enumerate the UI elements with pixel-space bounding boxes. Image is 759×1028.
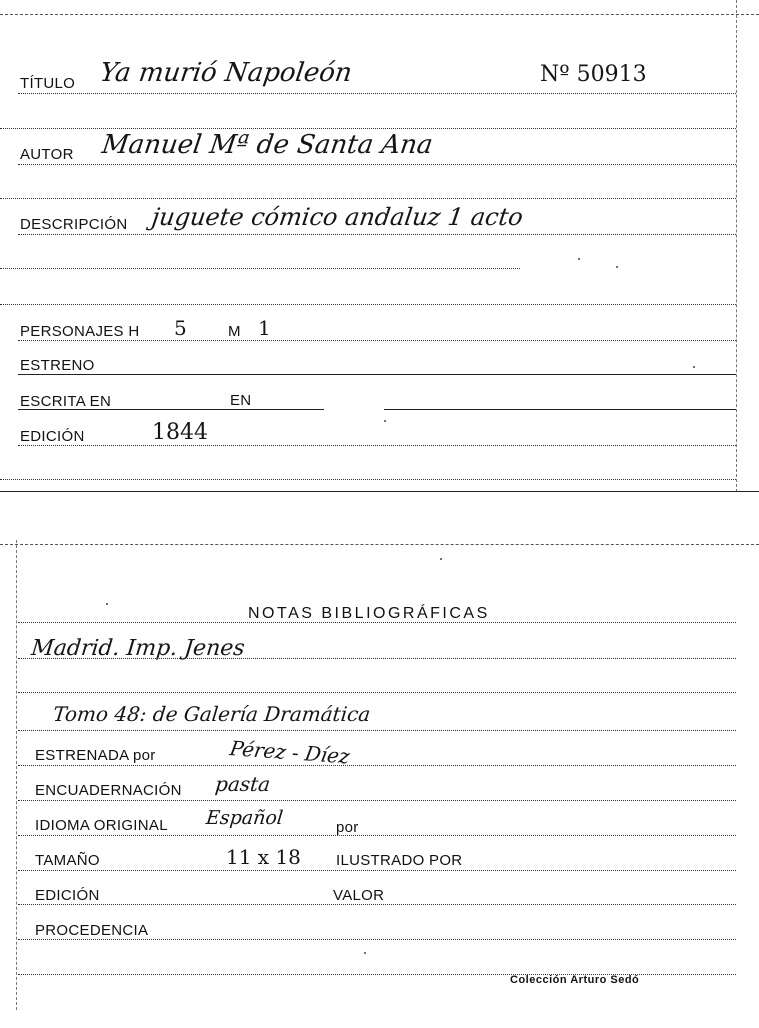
card-top-edge bbox=[0, 14, 759, 15]
ink-speck bbox=[578, 258, 580, 260]
description-label: DESCRIPCIÓN bbox=[20, 216, 128, 233]
notes-line-2: Tomo 48: de Galería Dramática bbox=[52, 702, 372, 726]
edition-rule-2 bbox=[18, 904, 736, 905]
author-rule bbox=[18, 164, 736, 165]
ink-speck bbox=[693, 366, 695, 368]
catalog-card-main bbox=[0, 0, 759, 492]
blank-rule bbox=[0, 128, 736, 129]
original-language-value: Español bbox=[205, 807, 285, 829]
collection-credit: Colección Arturo Sedó bbox=[510, 974, 640, 986]
edition-value: 1844 bbox=[152, 420, 208, 445]
size-value: 11 x 18 bbox=[226, 845, 301, 869]
characters-women-label: M bbox=[228, 323, 241, 340]
title-value: Ya murió Napoleón bbox=[98, 58, 354, 88]
edition-label-2: EDICIÓN bbox=[35, 887, 100, 904]
size-label: TAMAÑO bbox=[35, 852, 100, 869]
edition-rule bbox=[18, 445, 736, 446]
characters-rule bbox=[18, 340, 736, 341]
binding-value: pasta bbox=[214, 772, 272, 796]
premiered-by-value: Pérez - Díez bbox=[228, 736, 352, 769]
ink-speck bbox=[384, 420, 386, 422]
bibliographic-notes-heading: NOTAS BIBLIOGRÁFICAS bbox=[248, 605, 490, 622]
blank-rule bbox=[0, 479, 736, 480]
ink-speck bbox=[616, 266, 618, 268]
written-in-rule bbox=[18, 409, 324, 410]
provenance-label: PROCEDENCIA bbox=[35, 922, 149, 939]
language-by-label: por bbox=[336, 819, 359, 836]
written-in-rule-right bbox=[384, 409, 736, 410]
premiere-label: ESTRENO bbox=[20, 357, 95, 374]
written-en-label: EN bbox=[230, 392, 252, 409]
premiered-by-label: ESTRENADA por bbox=[35, 747, 156, 764]
language-rule bbox=[18, 835, 736, 836]
written-in-label: ESCRITA EN bbox=[20, 393, 112, 410]
ink-speck bbox=[440, 558, 442, 560]
characters-label: PERSONAJES H bbox=[20, 323, 140, 340]
blank-rule bbox=[0, 198, 736, 199]
characters-women-value: 1 bbox=[258, 316, 271, 340]
ink-speck bbox=[106, 603, 108, 605]
size-rule bbox=[18, 870, 736, 871]
illustrated-by-label: ILUSTRADO POR bbox=[336, 852, 463, 869]
blank-rule bbox=[0, 268, 520, 269]
card-separator bbox=[0, 491, 759, 492]
premiered-rule bbox=[18, 765, 736, 766]
author-value: Manuel Mª de Santa Ana bbox=[100, 130, 435, 160]
card-right-edge bbox=[736, 0, 737, 492]
notes-rule-1 bbox=[18, 658, 736, 659]
description-value: juguete cómico andaluz 1 acto bbox=[150, 203, 525, 231]
card-top-edge bbox=[0, 544, 759, 545]
binding-rule bbox=[18, 800, 736, 801]
characters-men-value: 5 bbox=[174, 316, 187, 340]
author-label: AUTOR bbox=[20, 146, 74, 163]
ink-speck bbox=[364, 952, 366, 954]
heading-rule bbox=[18, 622, 736, 623]
premiere-rule bbox=[18, 374, 736, 375]
blank-rule bbox=[0, 304, 736, 305]
title-rule bbox=[18, 93, 736, 94]
catalog-number: Nº 50913 bbox=[540, 62, 647, 87]
provenance-rule bbox=[18, 939, 736, 940]
description-rule bbox=[18, 234, 736, 235]
notes-rule-2 bbox=[18, 730, 736, 731]
notes-line-1: Madrid. Imp. Jenes bbox=[30, 636, 246, 661]
catalog-card-notes bbox=[0, 540, 759, 1010]
original-language-label: IDIOMA ORIGINAL bbox=[35, 817, 168, 834]
value-label: VALOR bbox=[333, 887, 385, 904]
card-left-edge bbox=[16, 540, 17, 1010]
title-label: TÍTULO bbox=[20, 75, 76, 92]
edition-label: EDICIÓN bbox=[20, 428, 85, 445]
binding-label: ENCUADERNACIÓN bbox=[35, 782, 182, 799]
blank-rule bbox=[18, 692, 736, 693]
